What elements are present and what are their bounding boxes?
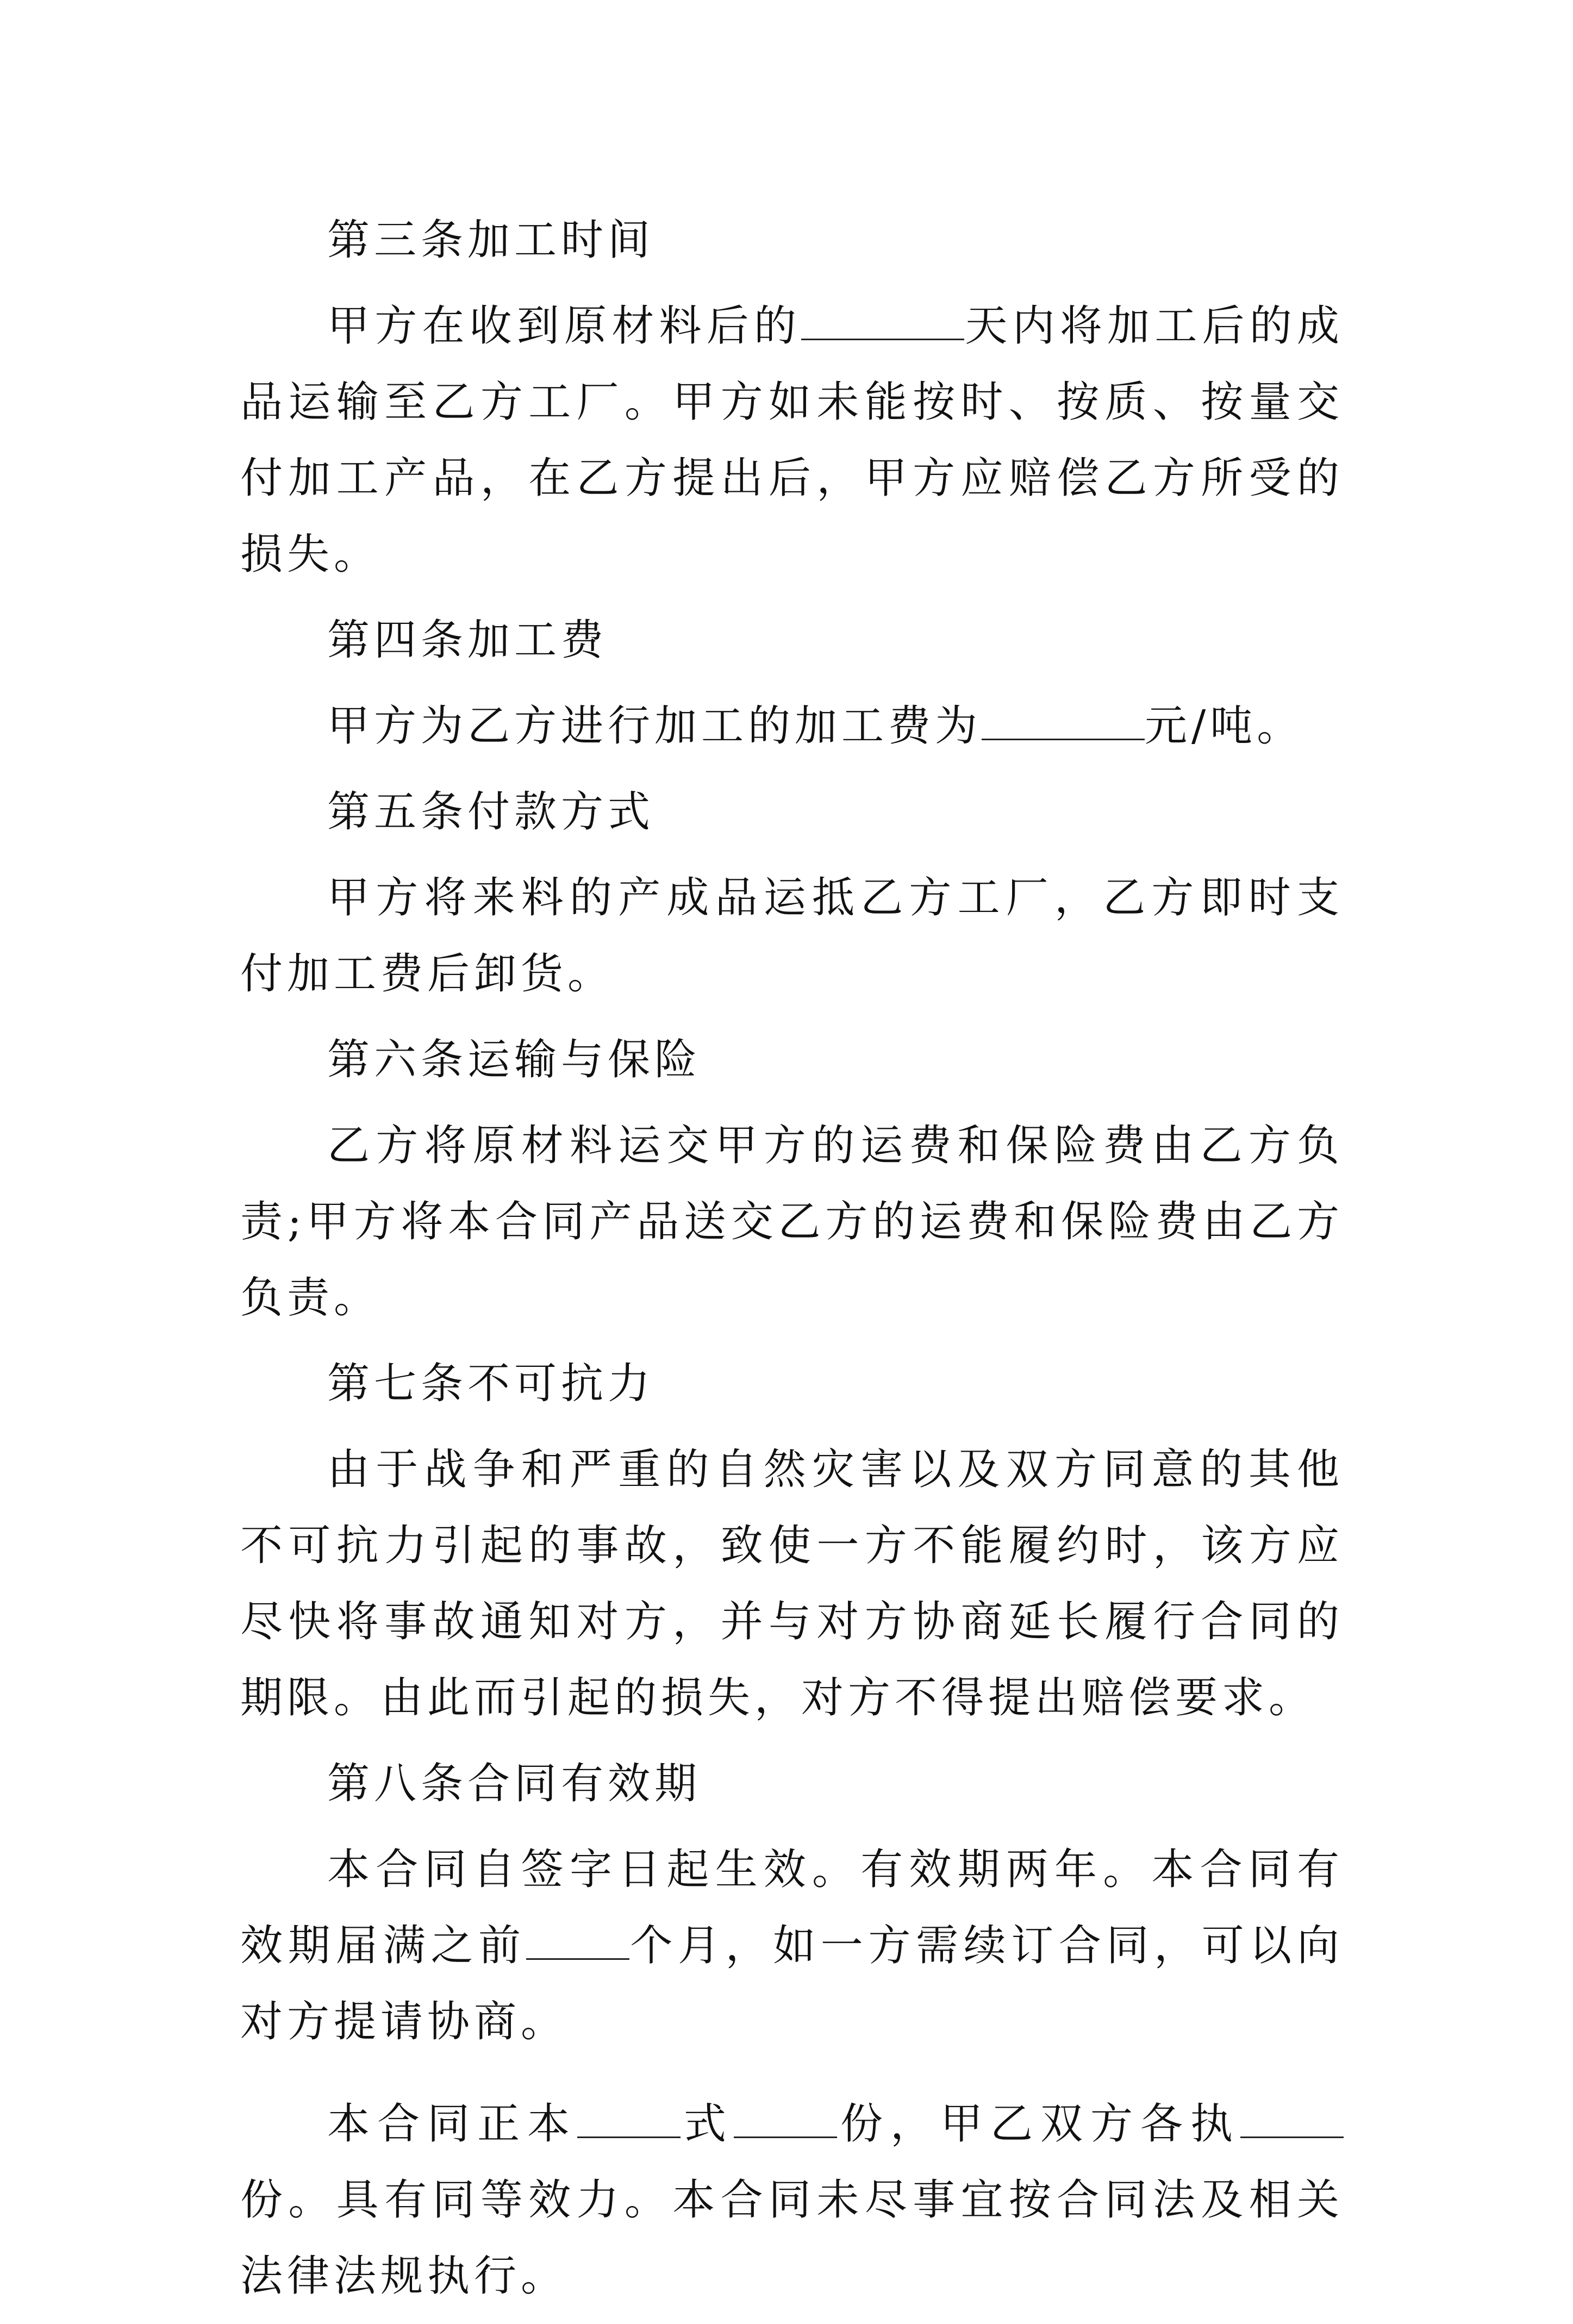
article-4-text-a: 甲方为乙方进行加工的加工费为 [327, 702, 982, 751]
article-8-heading-text: 第八条合同有效期 [327, 1759, 702, 1808]
article-8-text-a: 本合同自签字日起生效。有效期两年。本合同有效期届满之前 [240, 1845, 1344, 1970]
article-5-heading-text: 第五条付款方式 [327, 788, 655, 836]
closing-paragraph [240, 2086, 1344, 2314]
days-blank [801, 301, 964, 340]
closing-text-c: 份，甲乙双方各执 [837, 2100, 1240, 2148]
months-blank [526, 1920, 629, 1960]
article-7-heading-text: 第七条不可抗力 [327, 1359, 655, 1408]
article-8-text-b: 个月，如一方需续订合同，可以向对方提请协商。 [240, 1921, 1344, 2046]
article-8-paragraph [240, 1832, 1344, 2060]
article-4-heading-text: 第四条加工费 [327, 616, 608, 665]
copies-each-blank [1240, 2098, 1344, 2138]
document-body [240, 202, 1344, 2324]
article-4-text-b: 元/吨。 [1145, 702, 1304, 751]
article-6-text: 乙方将原材料运交甲方的运费和保险费由乙方负责;甲方将本合同产品送交乙方的运费和保险费由乙方负责。 [240, 1121, 1344, 1322]
copies-type-blank [577, 2098, 681, 2138]
article-4-paragraph [240, 688, 1344, 764]
article-6-paragraph [240, 1108, 1344, 1336]
copies-count-blank [734, 2098, 837, 2138]
closing-text-a: 本合同正本 [327, 2100, 577, 2148]
closing-text-d: 份。具有同等效力。本合同未尽事宜按合同法及相关法律法规执行。 [240, 2176, 1344, 2301]
article-3-text-b: 天内将加工后的成品运输至乙方工厂。甲方如未能按时、按质、按量交付加工产品，在乙方提出后，甲方应赔偿乙方所受的损失。 [240, 302, 1344, 579]
article-8-heading [240, 1746, 1344, 1822]
article-7-text: 由于战争和严重的自然灾害以及双方同意的其他不可抗力引起的事故，致使一方不能履约时，该方应尽快将事故通知对方，并与对方协商延长履行合同的期限。由此而引起的损失，对方不得提出赔偿要求。 [240, 1445, 1344, 1722]
article-5-text: 甲方将来料的产成品运抵乙方工厂，乙方即时支付加工费后卸货。 [240, 873, 1344, 998]
article-6-heading-text: 第六条运输与保险 [327, 1035, 702, 1084]
article-3-heading-text: 第三条加工时间 [327, 216, 655, 265]
article-4-heading [240, 602, 1344, 678]
article-3-paragraph [240, 288, 1344, 592]
fee-blank [982, 701, 1145, 740]
article-7-paragraph [240, 1432, 1344, 1736]
paragraph-gap [240, 2070, 1344, 2086]
article-5-paragraph [240, 860, 1344, 1012]
article-7-heading [240, 1346, 1344, 1422]
article-3-heading [240, 202, 1344, 278]
closing-text-b: 式 [681, 2100, 734, 2148]
article-6-heading [240, 1022, 1344, 1098]
article-5-heading [240, 774, 1344, 850]
article-3-text-a: 甲方在收到原材料后的 [327, 302, 802, 351]
